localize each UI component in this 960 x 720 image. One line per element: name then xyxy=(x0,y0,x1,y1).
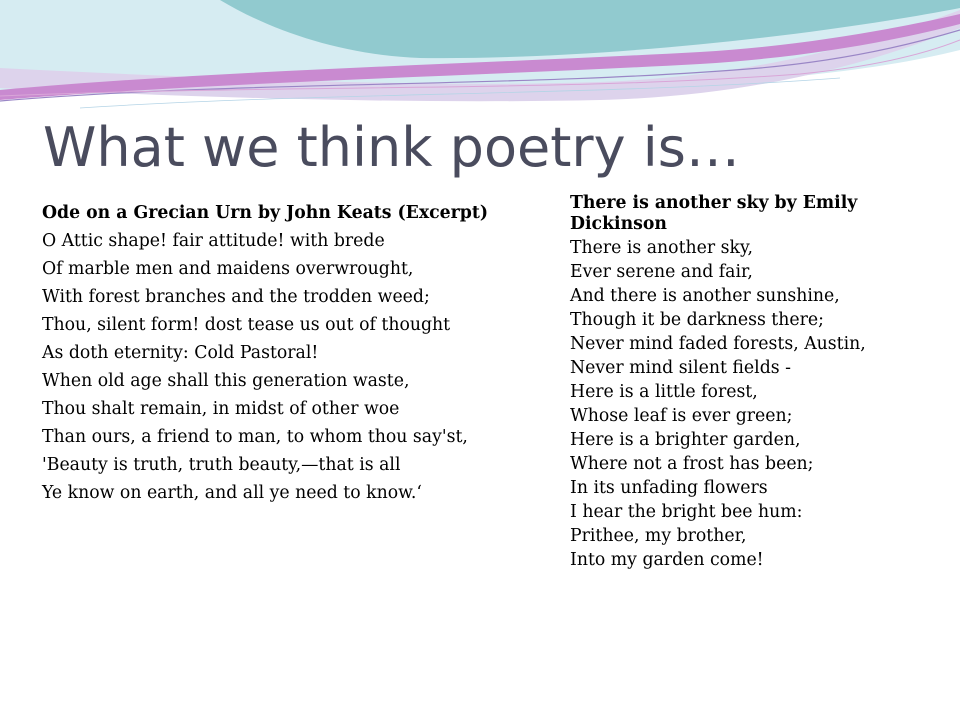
header-wave-decoration xyxy=(0,0,960,130)
poem-line: Than ours, a friend to man, to whom thou say'st, xyxy=(42,427,468,447)
keats-poem-column xyxy=(42,203,512,511)
poem-line: Thou shalt remain, in midst of other woe xyxy=(42,399,400,419)
dickinson-poem-column xyxy=(570,193,950,574)
poem-line: Never mind silent fields - xyxy=(570,358,791,378)
poem-line: Ever serene and fair, xyxy=(570,262,753,282)
poem-line: Into my garden come! xyxy=(570,550,764,570)
poem-line: Here is a little forest, xyxy=(570,382,758,402)
poem-line: Though it be darkness there; xyxy=(570,310,824,330)
poem-line: When old age shall this generation waste, xyxy=(42,371,410,391)
poem-line: Prithee, my brother, xyxy=(570,526,747,546)
poem-line: Here is a brighter garden, xyxy=(570,430,801,450)
poem-line: With forest branches and the trodden weed; xyxy=(42,287,430,307)
poem-line: Whose leaf is ever green; xyxy=(570,406,793,426)
poem-line: In its unfading flowers xyxy=(570,478,768,498)
poem-line: Of marble men and maidens overwrought, xyxy=(42,259,414,279)
poem-line: Thou, silent form! dost tease us out of thought xyxy=(42,315,451,335)
slide-title: What we think poetry is… xyxy=(43,116,740,179)
poem-line: O Attic shape! fair attitude! with brede xyxy=(42,231,385,251)
poem-line: There is another sky, xyxy=(570,238,753,258)
poem-line: Never mind faded forests, Austin, xyxy=(570,334,866,354)
poem-line: 'Beauty is truth, truth beauty,—that is all xyxy=(42,455,401,475)
poem-line: Where not a frost has been; xyxy=(570,454,814,474)
poem-line: And there is another sunshine, xyxy=(570,286,840,306)
poem-line: I hear the bright bee hum: xyxy=(570,502,803,522)
keats-poem-heading: Ode on a Grecian Urn by John Keats (Excerpt) xyxy=(42,203,489,223)
poem-line: As doth eternity: Cold Pastoral! xyxy=(42,343,319,363)
dickinson-poem-heading: There is another sky by Emily Dickinson xyxy=(570,193,858,234)
poem-line: Ye know on earth, and all ye need to know.‘ xyxy=(42,483,422,503)
